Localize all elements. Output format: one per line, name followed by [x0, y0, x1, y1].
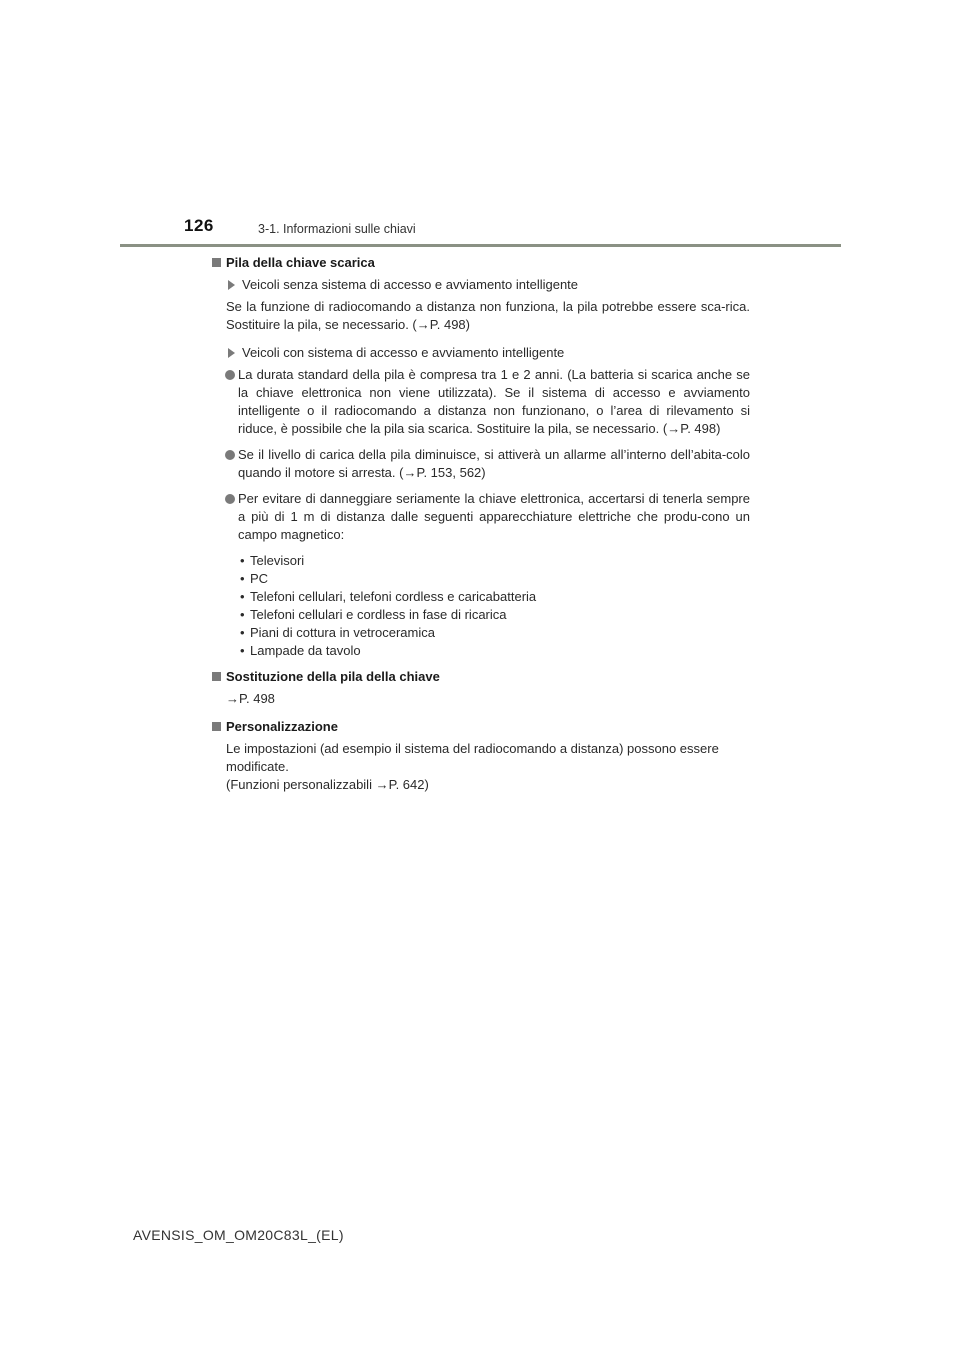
triangle-right-icon: [228, 348, 235, 358]
dot-bullet-icon: •: [240, 571, 245, 586]
bullet-magnetic-field: Per evitare di danneggiare seriamente la chiave elettronica, accertarsi di tenerla sempre a più di 1 m di distanza dalle seguenti apparecchiature elettriche che produ-cono un campo magnetico:: [212, 490, 750, 544]
circle-bullet-icon: [225, 450, 235, 460]
reference-battery-replacement: →P. 498: [226, 691, 275, 706]
variant-with-smart-entry: Veicoli con sistema di accesso e avviamento intelligente: [212, 344, 750, 362]
circle-bullet-icon: [225, 494, 235, 504]
list-item: • Telefoni cellulari, telefoni cordless e caricabatteria: [240, 589, 537, 604]
list-item: • Telefoni cellulari e cordless in fase di ricarica: [240, 607, 507, 622]
page-number: 126: [184, 216, 214, 235]
dot-bullet-icon: •: [240, 625, 245, 640]
device-list: [212, 552, 750, 660]
page-content: [212, 254, 750, 804]
heading-sostituzione-pila: Sostituzione della pila della chiave: [212, 668, 750, 686]
square-bullet-icon: [212, 258, 221, 267]
bullet-battery-life: La durata standard della pila è compresa tra 1 e 2 anni. (La batteria si scarica anche se la chiave elettronica non viene utilizzata). Se il sistema di accesso e avviamento intelligente o il radiocomando a distanza non funzionano, o l’area di rilevamento si riduce, è possibile che la pila sia scarica. Sostituire la pila, se necessario. (→P. 498): [212, 366, 750, 438]
list-item: • Televisori: [240, 553, 305, 568]
list-item: • Lampade da tavolo: [240, 643, 361, 658]
list-item: • PC: [240, 571, 269, 586]
dot-bullet-icon: •: [240, 643, 245, 658]
reference-customizable-features: (Funzioni personalizzabili →P. 642): [226, 777, 429, 792]
variant-without-smart-entry: Veicoli senza sistema di accesso e avviamento intelligente: [212, 276, 750, 294]
list-item: • Piani di cottura in vetroceramica: [240, 625, 435, 640]
square-bullet-icon: [212, 722, 221, 731]
heading-personalizzazione: Personalizzazione: [212, 718, 750, 736]
heading-pila-scarica: Pila della chiave scarica: [212, 254, 750, 272]
dot-bullet-icon: •: [240, 607, 245, 622]
paragraph-customization: Le impostazioni (ad esempio il sistema del radiocomando a distanza) possono essere modificate.: [226, 741, 719, 774]
footer-doc-code: AVENSIS_OM_OM20C83L_(EL): [133, 1227, 344, 1243]
triangle-right-icon: [228, 280, 235, 290]
bullet-low-battery-alarm: Se il livello di carica della pila diminuisce, si attiverà un allarme all’interno dell’abita-colo quando il motore si arresta. (→P. 153, 562): [212, 446, 750, 482]
paragraph-remote-battery: Se la funzione di radiocomando a distanza non funziona, la pila potrebbe essere sca-rica. Sostituire la pila, se necessario. (→P. 498): [226, 299, 750, 332]
square-bullet-icon: [212, 672, 221, 681]
section-title: 3-1. Informazioni sulle chiavi: [258, 222, 416, 236]
header-rule: [120, 244, 841, 247]
dot-bullet-icon: •: [240, 589, 245, 604]
circle-bullet-icon: [225, 370, 235, 380]
dot-bullet-icon: •: [240, 553, 245, 568]
